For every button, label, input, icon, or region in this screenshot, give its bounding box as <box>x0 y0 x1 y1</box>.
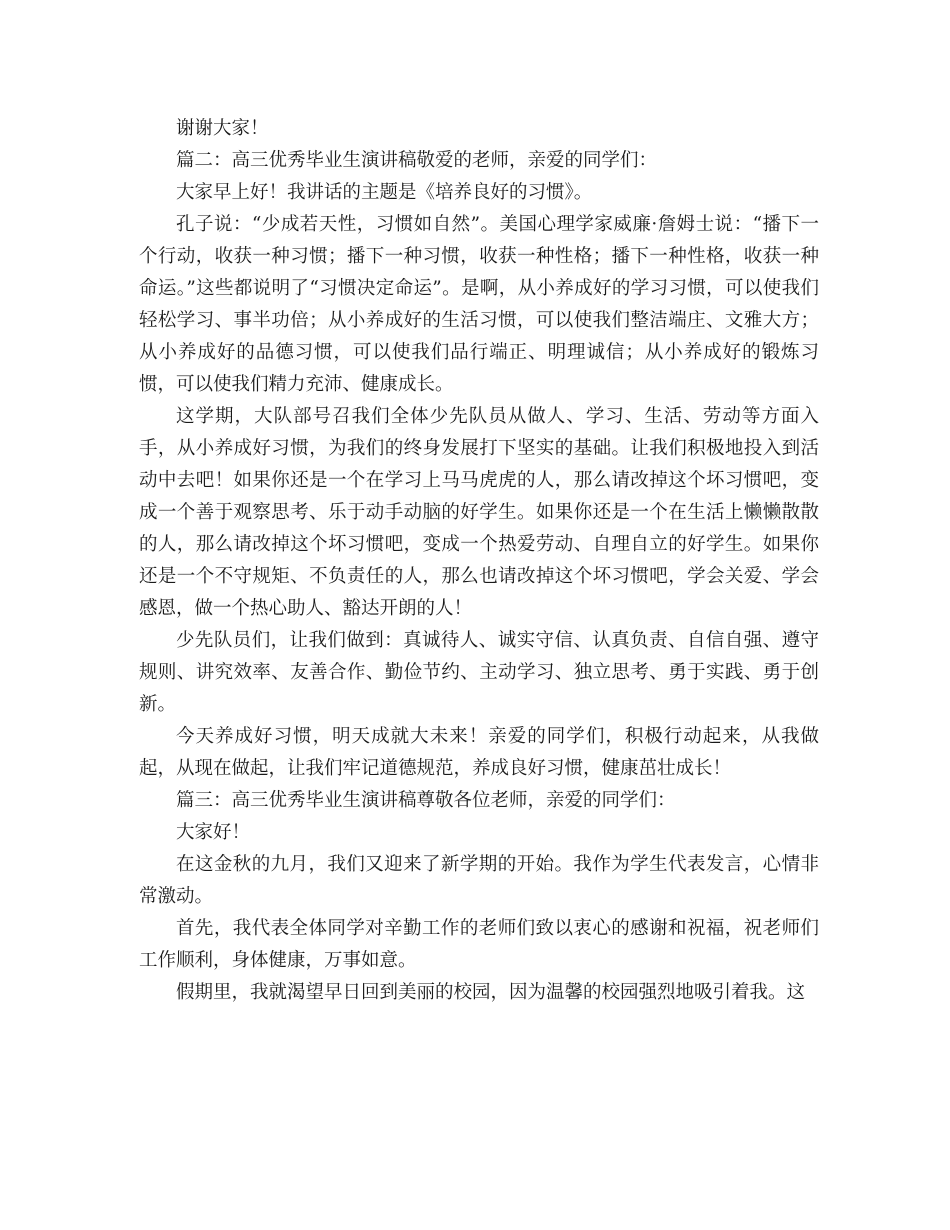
document-body <box>139 113 819 1009</box>
paragraph-confucius: 孔子说：“少成若天性，习惯如自然”。美国心理学家威廉·詹姆士说：“播下一个行动，收获一种习惯；播下一种习惯，收获一种性格；播下一种性格，收获一种命运。”这些都说明了“习惯决定命运”。是啊，从小养成好的学习习惯，可以使我们轻松学习、事半功倍；从小养成好的生活习惯，可以使我们整洁端庄、文雅大方；从小养成好的品德习惯，可以使我们品行端正、明理诚信；从小养成好的锻炼习惯，可以使我们精力充沛、健康成长。 <box>139 214 819 395</box>
heading-part-two: 篇二：高三优秀毕业生演讲稿敬爱的老师，亲爱的同学们： <box>176 150 658 171</box>
paragraph-greeting: 大家早上好！我讲话的主题是《培养良好的习惯》。 <box>176 182 593 203</box>
paragraph-today: 今天养成好习惯，明天成就大未来！亲爱的同学们，积极行动起来，从我做起，从现在做起，让我们牢记道德规范，养成良好习惯，健康茁壮成长！ <box>139 726 819 779</box>
paragraph-holiday: 假期里，我就渴望早日回到美丽的校园，因为温馨的校园强烈地吸引着我。这 <box>176 982 806 1003</box>
heading-part-three: 篇三：高三优秀毕业生演讲稿尊敬各位老师，亲爱的同学们： <box>176 790 676 811</box>
paragraph-first: 首先，我代表全体同学对辛勤工作的老师们致以衷心的感谢和祝福，祝老师们工作顺利，身体健康，万事如意。 <box>139 918 819 971</box>
paragraph-hello: 大家好！ <box>176 822 251 843</box>
paragraph-thanks: 谢谢大家！ <box>176 118 269 139</box>
paragraph-young-pioneers: 少先队员们，让我们做到：真诚待人、诚实守信、认真负责、自信自强、遵守规则、讲究效率、友善合作、勤俭节约、主动学习、独立思考、勇于实践、勇于创新。 <box>139 630 819 715</box>
paragraph-this-semester: 这学期，大队部号召我们全体少先队员从做人、学习、生活、劳动等方面入手，从小养成好习惯，为我们的终身发展打下坚实的基础。让我们积极地投入到活动中去吧！如果你还是一个在学习上马马虎虎的人，那么请改掉这个坏习惯吧，变成一个善于观察思考、乐于动手动脑的好学生。如果你还是一个在生活上懒懒散散的人，那么请改掉这个坏习惯吧，变成一个热爱劳动、自理自立的好学生。如果你还是一个不守规矩、不负责任的人，那么也请改掉这个坏习惯吧，学会关爱、学会感恩，做一个热心助人、豁达开朗的人！ <box>139 406 819 619</box>
paragraph-autumn: 在这金秋的九月，我们又迎来了新学期的开始。我作为学生代表发言，心情非常激动。 <box>139 854 819 907</box>
